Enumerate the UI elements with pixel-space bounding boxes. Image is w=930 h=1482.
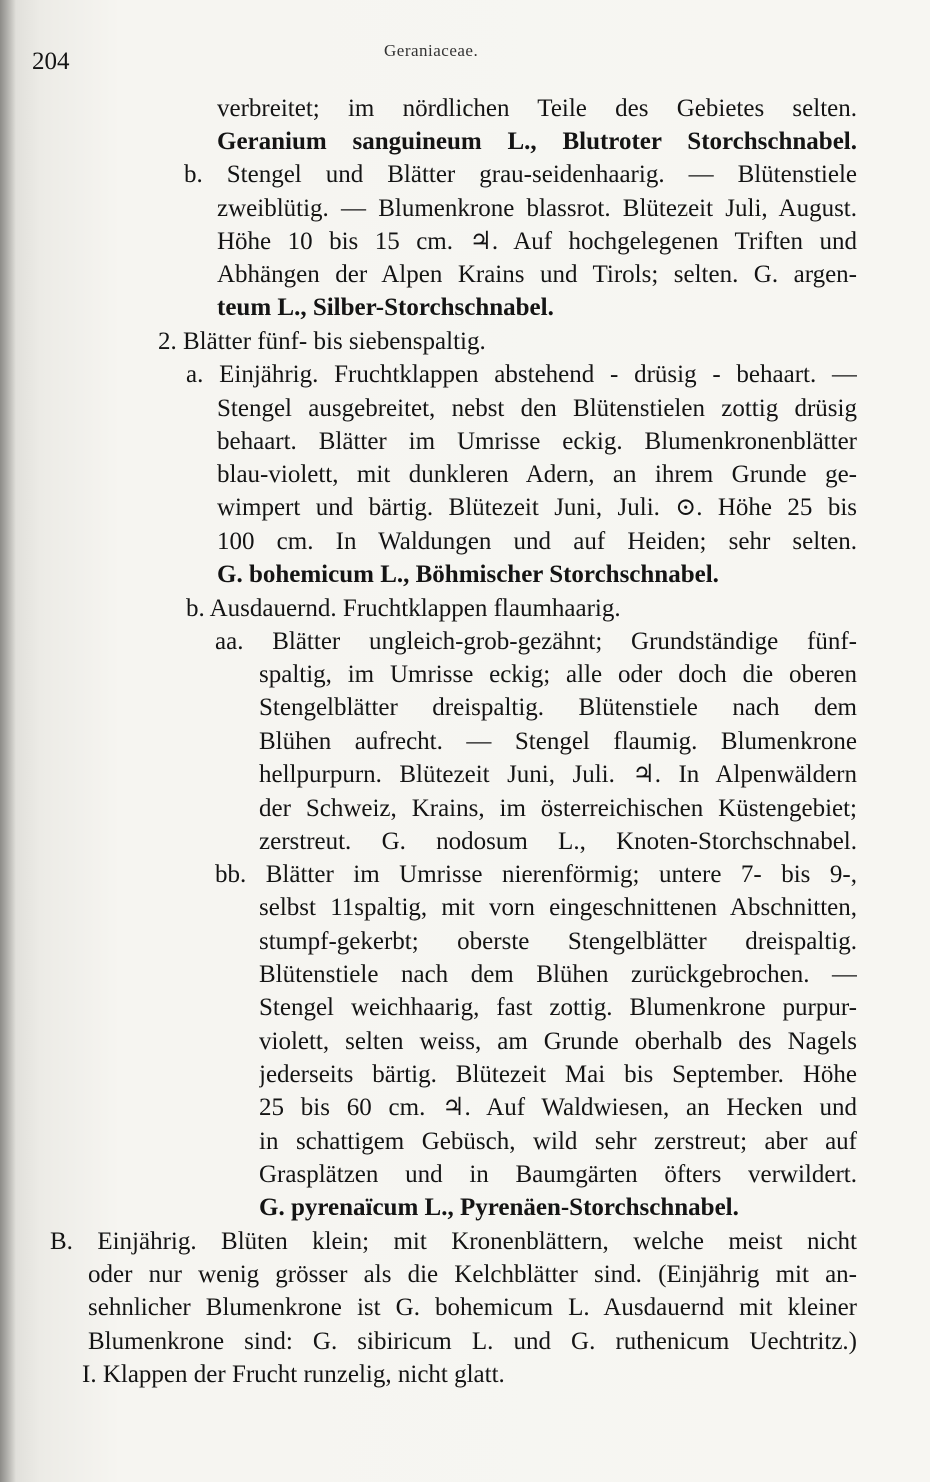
text-line: 25 bis 60 cm. ♃. Auf Waldwiesen, an Hecken und: [259, 1094, 857, 1121]
text-line: G. bohemicum L., Böhmischer Storchschnabel.: [217, 561, 719, 588]
text-line: B. Einjährig. Blüten klein; mit Kronenblättern, welche meist nicht: [50, 1228, 857, 1255]
text-line: Stengelblätter dreispaltig. Blütenstiele nach dem: [259, 694, 857, 721]
text-line: blau-violett, mit dunkleren Adern, an ihrem Grunde ge-: [217, 461, 857, 488]
text-line: Höhe 10 bis 15 cm. ♃. Auf hochgelegenen Triften und: [217, 228, 857, 255]
text-line: verbreitet; im nördlichen Teile des Gebietes selten.: [217, 95, 857, 122]
text-line: Grasplätzen und in Baumgärten öfters verwildert.: [259, 1161, 857, 1188]
text-line: a. Einjährig. Fruchtklappen abstehend - drüsig - behaart. —: [186, 361, 857, 388]
text-line: Abhängen der Alpen Krains und Tirols; selten. G. argen-: [217, 261, 857, 288]
text-line: behaart. Blätter im Umrisse eckig. Blumenkronenblätter: [217, 428, 857, 455]
text-line: I. Klappen der Frucht runzelig, nicht glatt.: [82, 1361, 505, 1388]
text-line: Stengel ausgebreitet, nebst den Blütenstielen zottig drüsig: [217, 395, 857, 422]
text-line: Blütenstiele nach dem Blühen zurückgebrochen. —: [259, 961, 857, 988]
running-head: Geraniaceae.: [384, 41, 479, 60]
text-line: hellpurpurn. Blütezeit Juni, Juli. ♃. In Alpenwäldern: [259, 761, 857, 788]
text-line: Geranium sanguineum L., Blutroter Storchschnabel.: [217, 128, 857, 155]
text-line: jederseits bärtig. Blütezeit Mai bis September. Höhe: [259, 1061, 857, 1088]
text-line: Blühen aufrecht. — Stengel flaumig. Blumenkrone: [259, 728, 857, 755]
text-line: G. pyrenaïcum L., Pyrenäen-Storchschnabel.: [259, 1194, 739, 1221]
text-line: oder nur wenig grösser als die Kelchblätter sind. (Einjährig mit an-: [88, 1261, 857, 1288]
text-line: spaltig, im Umrisse eckig; alle oder doch die oberen: [259, 661, 857, 688]
gutter-shadow: [0, 0, 16, 1482]
text-line: teum L., Silber-Storchschnabel.: [217, 294, 554, 321]
page-header: [0, 30, 930, 90]
text-line: wimpert und bärtig. Blütezeit Juni, Juli. ⊙. Höhe 25 bis: [217, 494, 857, 521]
text-line: der Schweiz, Krains, im österreichischen Küstengebiet;: [259, 795, 857, 822]
text-line: bb. Blätter im Umrisse nierenförmig; untere 7- bis 9-,: [215, 861, 857, 888]
text-line: violett, selten weiss, am Grunde oberhalb des Nagels: [259, 1028, 857, 1055]
page-number: 204: [32, 48, 70, 75]
text-line: in schattigem Gebüsch, wild sehr zerstreut; aber auf: [259, 1128, 857, 1155]
text-line: Blumenkrone sind: G. sibiricum L. und G. ruthenicum Uechtritz.): [88, 1328, 857, 1355]
text-line: aa. Blätter ungleich-grob-gezähnt; Grundständige fünf-: [215, 628, 857, 655]
text-line: 100 cm. In Waldungen und auf Heiden; sehr selten.: [217, 528, 857, 555]
text-line: selbst 11spaltig, mit vorn eingeschnittenen Abschnitten,: [259, 894, 857, 921]
text-line: zerstreut. G. nodosum L., Knoten-Storchschnabel.: [259, 828, 857, 855]
text-line: b. Stengel und Blätter grau-seidenhaarig. — Blütenstiele: [184, 161, 857, 188]
text-line: sehnlicher Blumenkrone ist G. bohemicum L. Ausdauernd mit kleiner: [88, 1294, 857, 1321]
text-line: stumpf-gekerbt; oberste Stengelblätter dreispaltig.: [259, 928, 857, 955]
text-line: 2. Blätter fünf- bis siebenspaltig.: [158, 328, 486, 355]
text-line: b. Ausdauernd. Fruchtklappen flaumhaarig.: [186, 595, 621, 622]
text-line: Stengel weichhaarig, fast zottig. Blumenkrone purpur-: [259, 994, 857, 1021]
text-line: zweiblütig. — Blumenkrone blassrot. Blütezeit Juli, August.: [217, 195, 857, 222]
